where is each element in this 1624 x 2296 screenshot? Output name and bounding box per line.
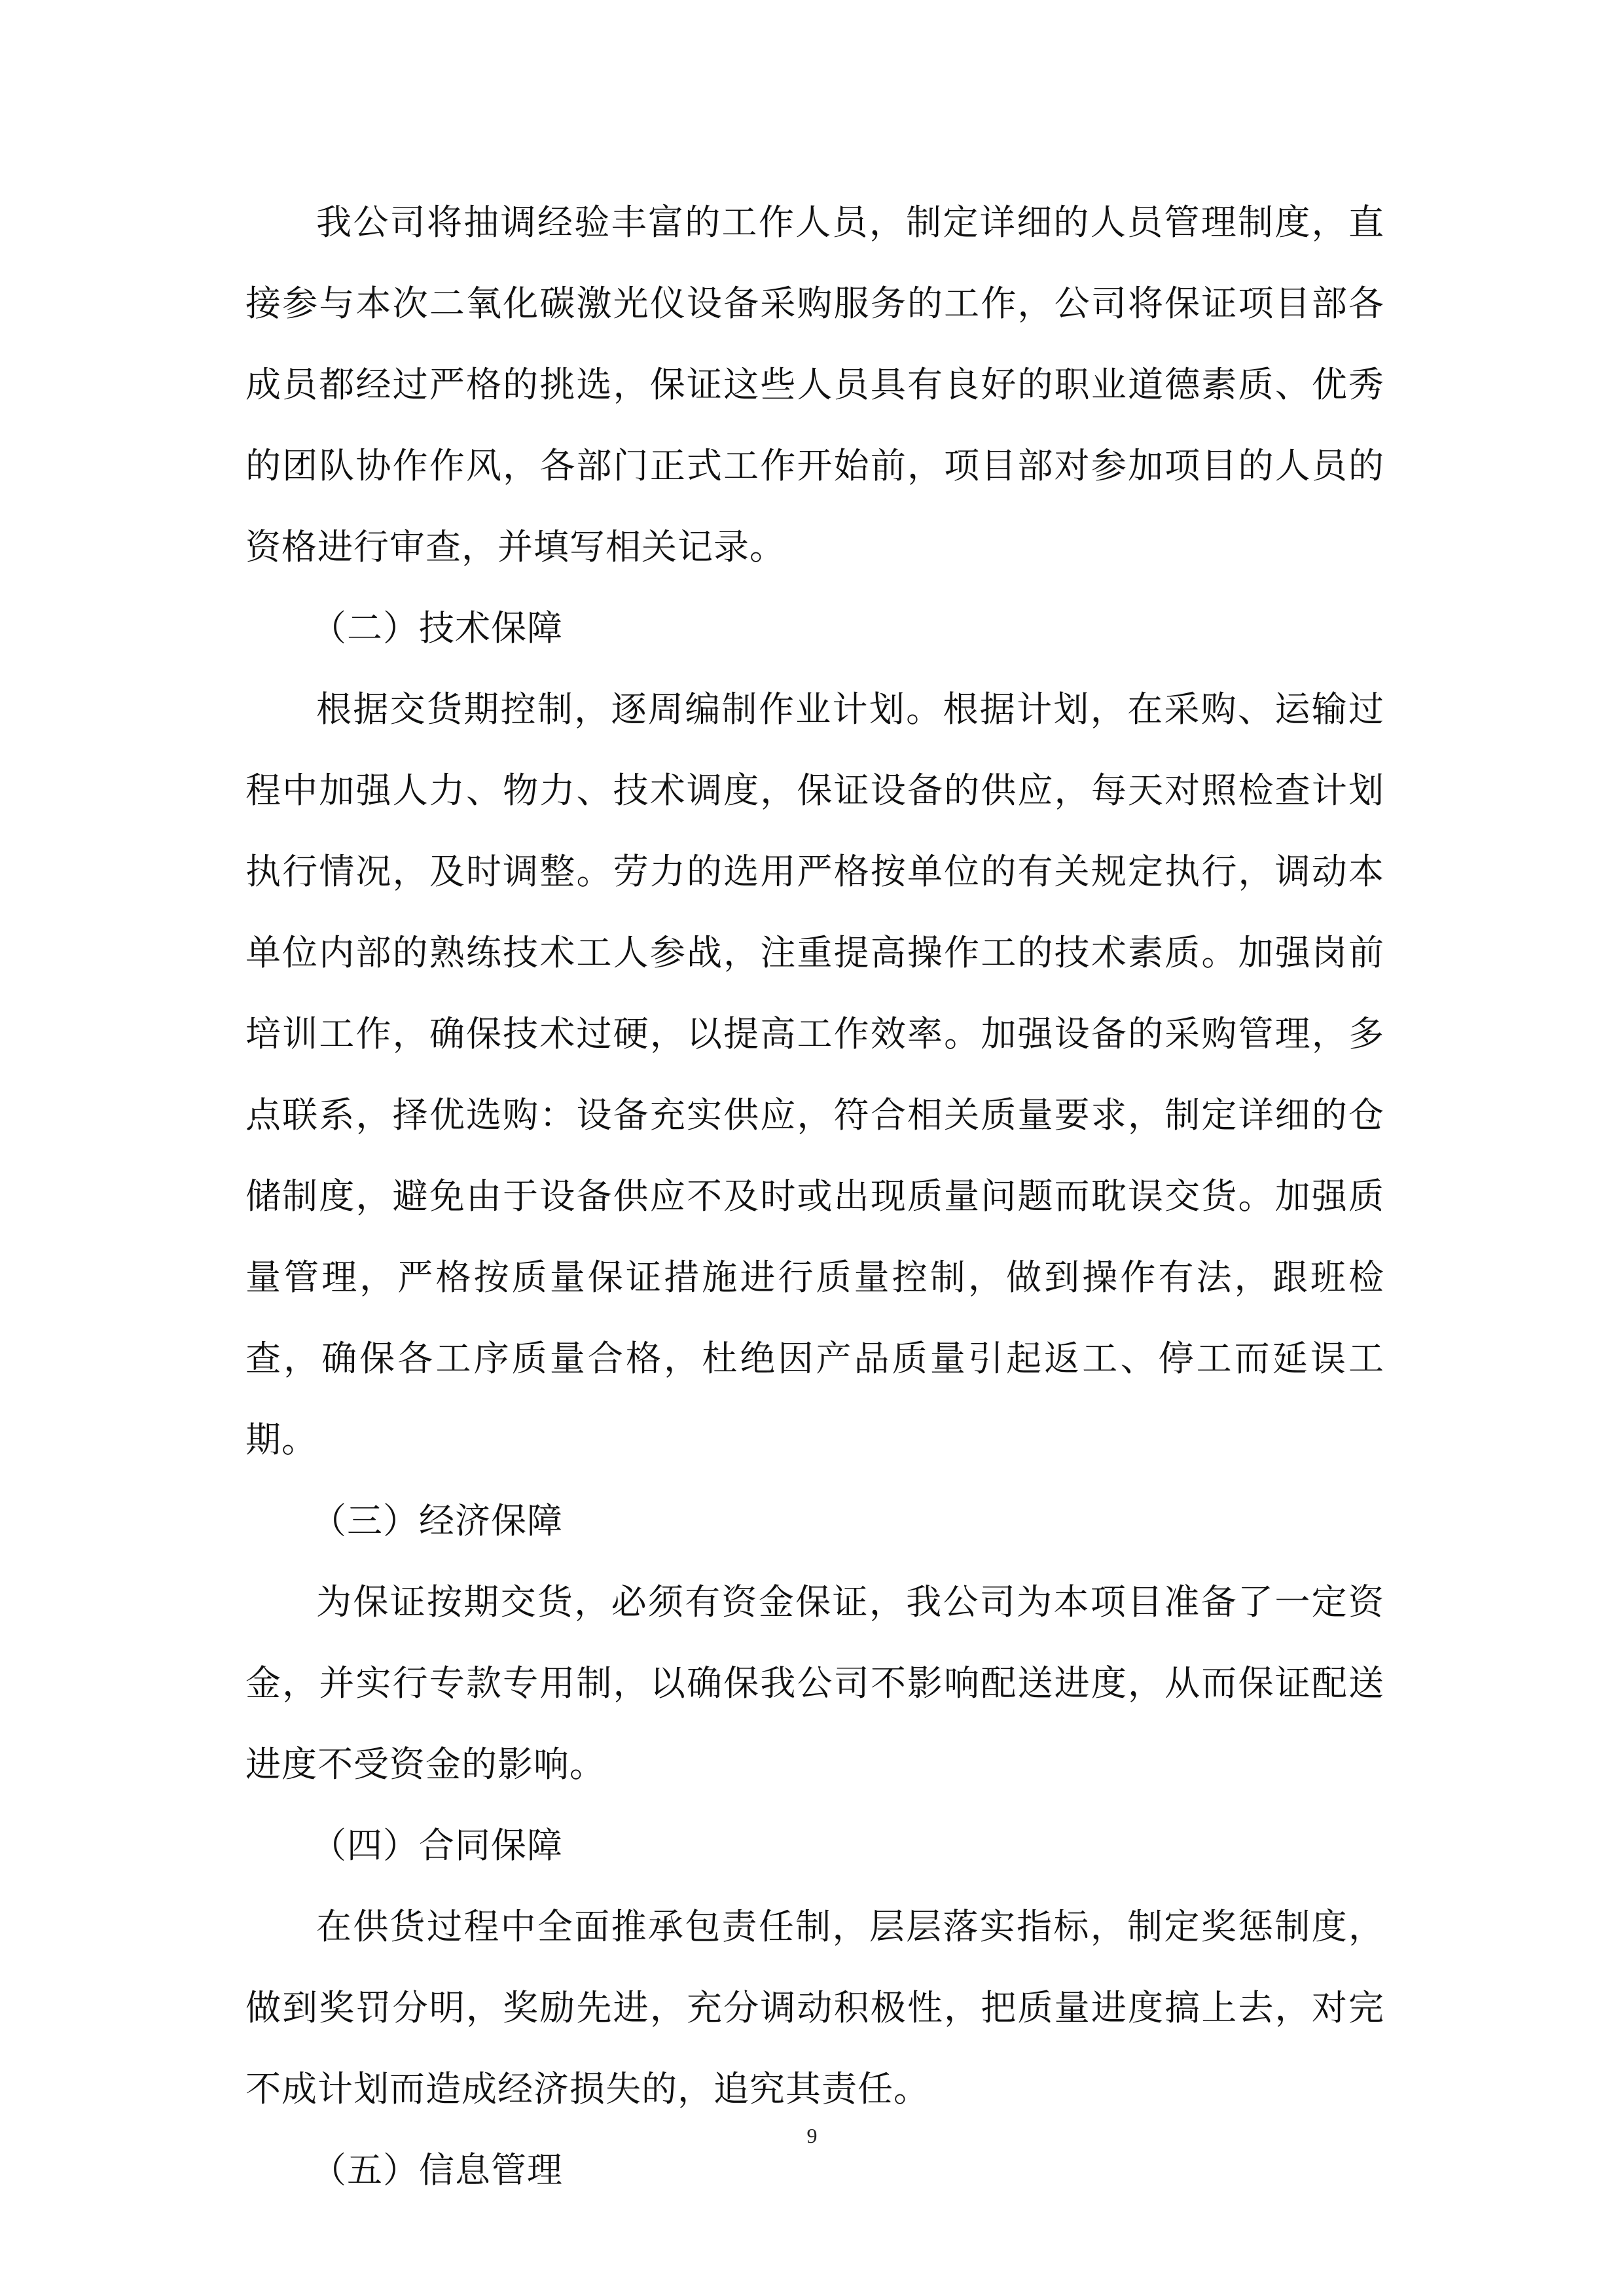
paragraph-personnel: 我公司将抽调经验丰富的工作人员，制定详细的人员管理制度，直接参与本次二氧化碳激光仪设备采购服务的工作，公司将保证项目部各成员都经过严格的挑选，保证这些人员具有良好的职业道德素质、优秀的团队协作作风，各部门正式工作开始前，项目部对参加项目的人员的资格进行审查，并填写相关记录。 [245, 202, 1384, 567]
page-number: 9 [806, 2124, 818, 2147]
heading-economic-guarantee: （三）经济保障 [311, 1500, 563, 1541]
document-body [245, 182, 1384, 2211]
heading-technical-guarantee: （二）技术保障 [311, 607, 563, 649]
paragraph-contract-guarantee: 在供货过程中全面推承包责任制，层层落实指标，制定奖惩制度，做到奖罚分明，奖励先进，充分调动积极性，把质量进度搞上去，对完不成计划而造成经济损失的，追究其责任。 [245, 1906, 1384, 2109]
heading-contract-guarantee: （四）合同保障 [311, 1825, 563, 1866]
paragraph-economic-guarantee: 为保证按期交货，必须有资金保证，我公司为本项目准备了一定资金，并实行专款专用制，以确保我公司不影响配送进度，从而保证配送进度不受资金的影响。 [245, 1581, 1384, 1785]
paragraph-technical-guarantee: 根据交货期控制，逐周编制作业计划。根据计划，在采购、运输过程中加强人力、物力、技术调度，保证设备的供应，每天对照检查计划执行情况，及时调整。劳力的选用严格按单位的有关规定执行，调动本单位内部的熟练技术工人参战，注重提高操作工的技术素质。加强岗前培训工作，确保技术过硬，以提高工作效率。加强设备的采购管理，多点联系，择优选购：设备充实供应，符合相关质量要求，制定详细的仓储制度，避免由于设备供应不及时或出现质量问题而耽误交货。加强质量管理，严格按质量保证措施进行质量控制，做到操作有法，跟班检查，确保各工序质量合格，杜绝因产品质量引起返工、停工而延误工期。 [245, 689, 1384, 1460]
heading-information-management: （五）信息管理 [311, 2149, 563, 2191]
